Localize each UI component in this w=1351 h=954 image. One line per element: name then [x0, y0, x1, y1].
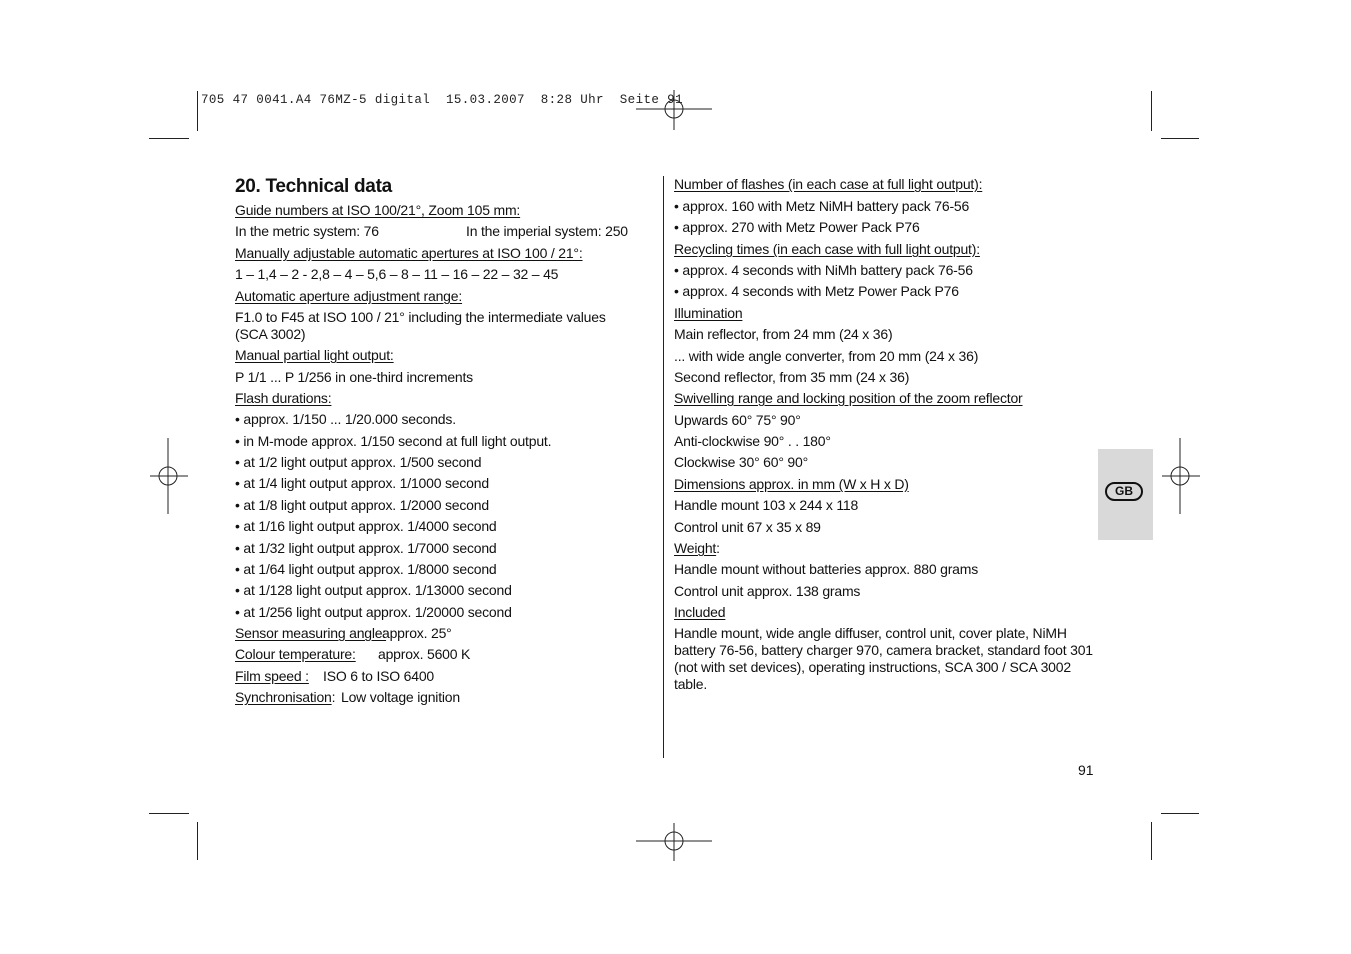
- guide-number-imperial: In the imperial system: 250: [466, 223, 628, 239]
- aperture-range-value: F1.0 to F45 at ISO 100 / 21° including the intermediate values (SCA 3002): [235, 309, 606, 342]
- dimensions-item: Control unit 67 x 35 x 89: [674, 519, 821, 535]
- registration-mark-bottom: [634, 821, 714, 863]
- aperture-range-heading: Automatic aperture adjustment range:: [235, 288, 463, 304]
- flash-duration-item: • at 1/2 light output approx. 1/500 second: [235, 454, 482, 470]
- column-divider: [663, 176, 664, 758]
- dimensions-heading: Dimensions approx. in mm (W x H x D): [674, 476, 909, 492]
- apertures-values: 1 – 1,4 – 2 - 2,8 – 4 – 5,6 – 8 – 11 – 16 – 22 – 32 – 45: [235, 266, 559, 282]
- swivel-heading: Swivelling range and locking position of the zoom reflector: [674, 390, 1023, 406]
- sensor-angle-label: Sensor measuring angle:: [235, 625, 387, 641]
- illumination-item: Second reflector, from 35 mm (24 x 36): [674, 369, 910, 385]
- dimensions-item: Handle mount 103 x 244 x 118: [674, 497, 859, 513]
- registration-mark-top: [634, 88, 714, 132]
- swivel-item: Clockwise 30° 60° 90°: [674, 454, 808, 470]
- colour-temperature-label: Colour temperature:: [235, 646, 356, 662]
- synchronisation-row: [235, 689, 335, 706]
- flash-duration-item: • approx. 1/150 ... 1/20.000 seconds.: [235, 411, 456, 427]
- included-text: Handle mount, wide angle diffuser, control unit, cover plate, NiMH battery 76-56, battery charger 970, camera bracket, standard foot 301 (not with set devices), operating instructions, SCA 300 / SCA 3002 table.: [674, 625, 1093, 692]
- illumination-heading: Illumination: [674, 305, 743, 321]
- film-speed-label: Film speed :: [235, 668, 309, 684]
- weight-heading: Weight: [674, 540, 717, 556]
- partial-output-heading: Manual partial light output:: [235, 347, 394, 363]
- weight-heading-row: [674, 540, 720, 557]
- flash-durations-heading: Flash durations:: [235, 390, 332, 406]
- partial-output-value: P 1/1 ... P 1/256 in one-third increments: [235, 369, 473, 385]
- flash-duration-item: • at 1/16 light output approx. 1/4000 second: [235, 518, 497, 534]
- flash-duration-item: • at 1/128 light output approx. 1/13000 second: [235, 582, 512, 598]
- flash-duration-item: • at 1/32 light output approx. 1/7000 second: [235, 540, 497, 556]
- flash-duration-item: • at 1/4 light output approx. 1/1000 second: [235, 475, 489, 491]
- flash-duration-item: • at 1/64 light output approx. 1/8000 second: [235, 561, 497, 577]
- illumination-item: ... with wide angle converter, from 20 mm (24 x 36): [674, 348, 979, 364]
- language-badge: GB: [1105, 482, 1143, 501]
- swivel-item: Anti-clockwise 90° . . 180°: [674, 433, 831, 449]
- synchronisation-value: Low voltage ignition: [341, 689, 460, 705]
- flashes-heading: Number of flashes (in each case at full light output):: [674, 176, 983, 192]
- registration-mark-right: [1160, 436, 1202, 516]
- weight-item: Control unit approx. 138 grams: [674, 583, 861, 599]
- synchronisation-colon: :: [331, 689, 336, 705]
- swivel-item: Upwards 60° 75° 90°: [674, 412, 801, 428]
- illumination-item: Main reflector, from 24 mm (24 x 36): [674, 326, 893, 342]
- flash-duration-item: • at 1/256 light output approx. 1/20000 second: [235, 604, 512, 620]
- recycling-item: • approx. 4 seconds with NiMh battery pack 76-56: [674, 262, 973, 278]
- recycling-heading: Recycling times (in each case with full light output):: [674, 241, 980, 257]
- print-header: 705 47 0041.A4 76MZ-5 digital 15.03.2007 8:28 Uhr Seite 91: [201, 93, 683, 107]
- apertures-heading: Manually adjustable automatic apertures at ISO 100 / 21°:: [235, 245, 583, 261]
- film-speed-value: ISO 6 to ISO 6400: [323, 668, 434, 684]
- flash-duration-item: • in M-mode approx. 1/150 second at full light output.: [235, 433, 552, 449]
- weight-item: Handle mount without batteries approx. 880 grams: [674, 561, 979, 577]
- flashes-item: • approx. 160 with Metz NiMH battery pack 76-56: [674, 198, 970, 214]
- included-heading: Included: [674, 604, 726, 620]
- page-title: 20. Technical data: [235, 176, 392, 197]
- recycling-item: • approx. 4 seconds with Metz Power Pack P76: [674, 283, 959, 299]
- flashes-item: • approx. 270 with Metz Power Pack P76: [674, 219, 920, 235]
- flash-duration-item: • at 1/8 light output approx. 1/2000 second: [235, 497, 489, 513]
- weight-colon: :: [716, 540, 720, 556]
- guide-number-metric: In the metric system: 76: [235, 223, 379, 239]
- language-tab: [1098, 449, 1153, 540]
- registration-mark-left: [148, 436, 190, 516]
- synchronisation-label: Synchronisation: [235, 689, 332, 705]
- colour-temperature-value: approx. 5600 K: [378, 646, 471, 662]
- sensor-angle-value: approx. 25°: [382, 625, 452, 641]
- page-number: 91: [1078, 762, 1094, 778]
- guide-numbers-heading: Guide numbers at ISO 100/21°, Zoom 105 mm:: [235, 202, 521, 218]
